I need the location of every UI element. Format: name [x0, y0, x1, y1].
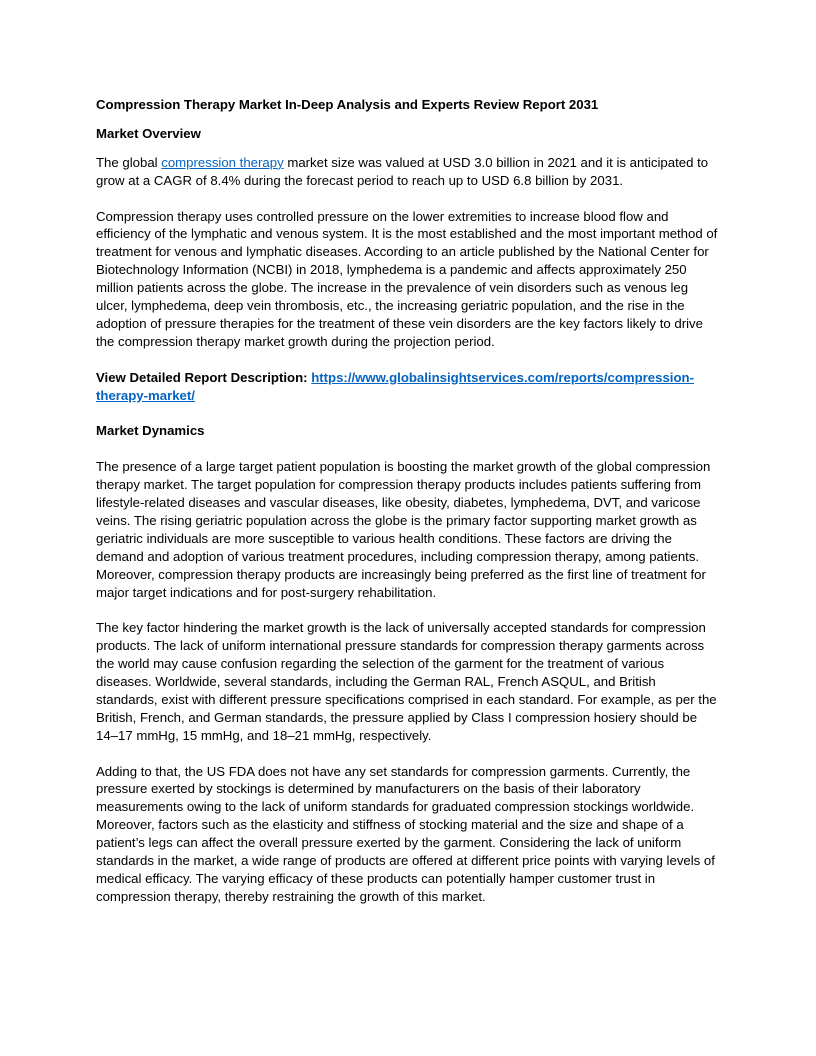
dynamics-paragraph-3: Adding to that, the US FDA does not have any set standards for compression garments. Currently, the pressure exerted by stockings is determined by manufacturers on the basis of their laboratory measurements owing to the lack of uniform standards for graduated compression stockings worldwide. Moreover, factors such as the elasticity and stiffness of stocking material and the size and shape of a patient’s legs can affect the overall pressure exerted by the garment. Considering the lack of uniform standards in the market, a wide range of products are offered at different price points with varying levels of medical efficacy. The varying efficacy of these products can potentially hamper customer trust in compression therapy, thereby restraining the growth of this market. — [96, 763, 715, 904]
document-title: Compression Therapy Market In-Deep Analysis and Experts Review Report 2031 — [96, 97, 599, 112]
dynamics-paragraph-2: The key factor hindering the market growth is the lack of universally accepted standards for compression products. The lack of uniform international pressure standards for compression therapy garments across the world may cause confusion regarding the selection of the garment for the treatment of various diseases. Worldwide, several standards, including the German RAL, French ASQUL, and British standards, exist with different pressure specifications comprised in each standard. For example, as per the British, French, and German standards, the pressure applied by Class I compression hosiery should be 14–17 mmHg, 15 mmHg, and 18–21 mmHg, respectively. — [96, 620, 717, 743]
report-url-link[interactable]: https://www.globalinsightservices.com/reports/compression-therapy-market/ — [96, 369, 694, 403]
report-description-line — [96, 369, 720, 405]
compression-therapy-link[interactable]: compression therapy — [161, 154, 284, 170]
document-page — [96, 96, 720, 924]
dynamics-paragraph-1: The presence of a large target patient population is boosting the market growth of the global compression therapy market. The target population for compression therapy products includes patients suffering from lifestyle-related diseases and vascular diseases, like obesity, diabetes, lymphedema, DVT, and varicose veins. The rising geriatric population across the globe is the primary factor supporting market growth as geriatric individuals are more susceptible to various health conditions. These factors are driving the demand and adoption of various treatment procedures, including compression therapy, among patients. Moreover, compression therapy products are increasingly being preferred as the first line of treatment for major target indications and for post-surgery rehabilitation. — [96, 459, 711, 600]
overview-p1-prefix: The global — [96, 154, 162, 170]
market-overview-heading: Market Overview — [96, 125, 201, 141]
overview-paragraph-1 — [96, 154, 720, 190]
overview-paragraph-2: Compression therapy uses controlled pressure on the lower extremities to increase blood flow and efficiency of the lymphatic and venous system. It is the most established and the most important method of treatment for venous and lymphatic diseases. According to an article published by the National Center for Biotechnology Information (NCBI) in 2018, lymphedema is a pandemic and affects approximately 250 million patients across the globe. The increase in the prevalence of vein disorders such as venous leg ulcer, lymphedema, deep vein thrombosis, etc., the increasing geriatric population, and the rise in the adoption of pressure therapies for the treatment of these vein disorders are the key factors likely to drive the compression therapy market growth during the projection period. — [96, 208, 718, 349]
report-label: View Detailed Report Description: — [96, 369, 312, 385]
market-dynamics-heading: Market Dynamics — [96, 423, 205, 439]
overview-p1-suffix: market size was valued at USD 3.0 billion in 2021 and it is anticipated to grow at a CAGR of 8.4% during the forecast period to reach up to USD 6.8 billion by 2031. — [96, 154, 709, 188]
